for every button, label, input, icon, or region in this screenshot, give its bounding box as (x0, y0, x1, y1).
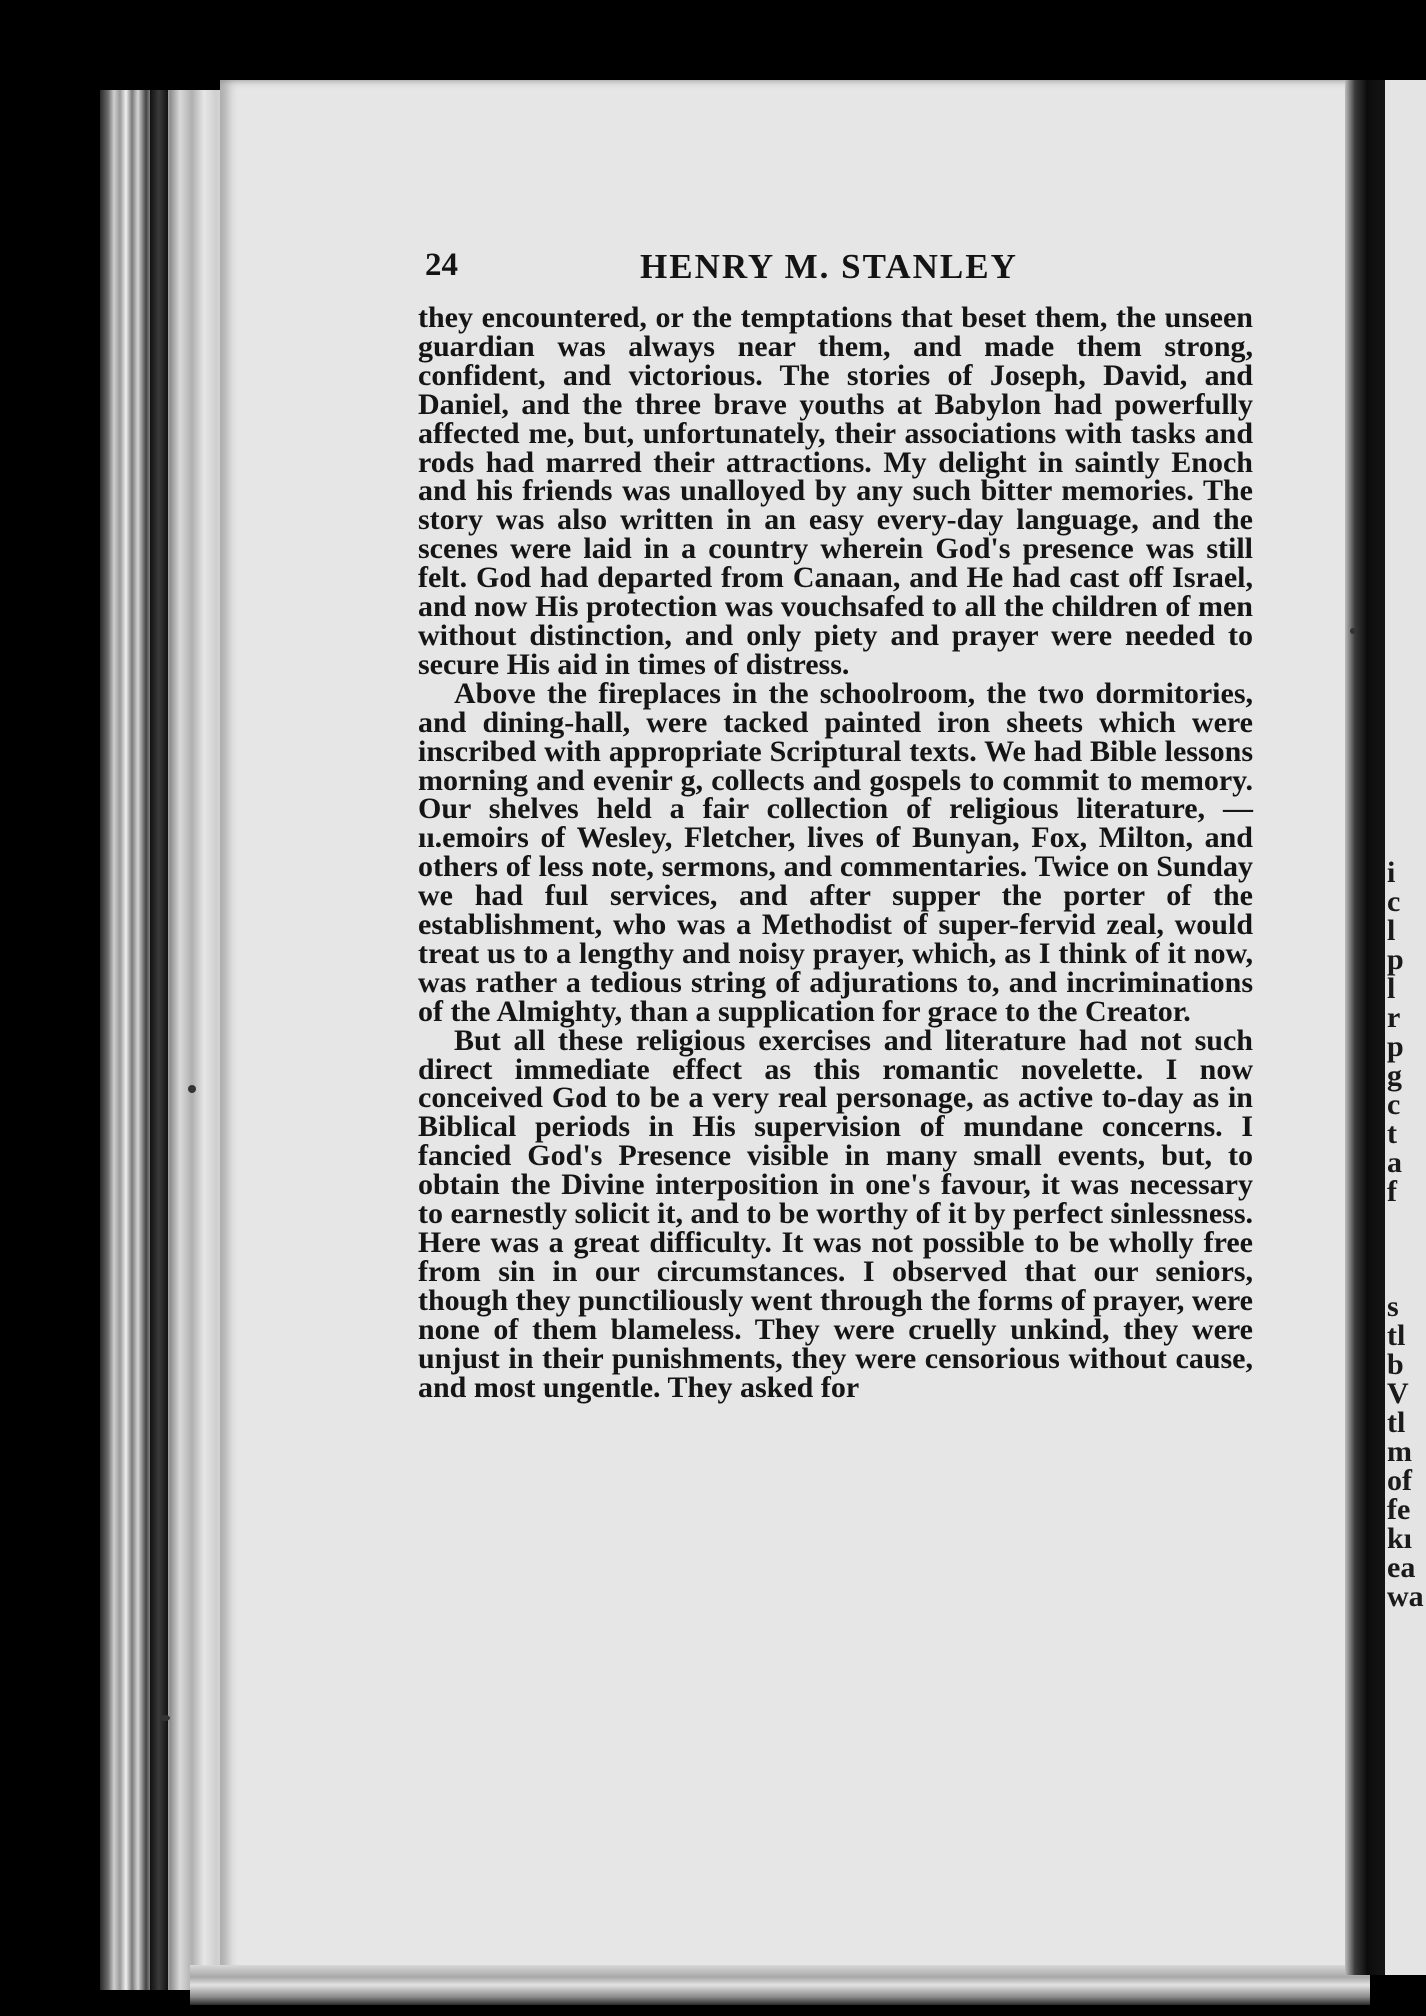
facing-page-fragment: a (1387, 1146, 1402, 1179)
facing-page-fragment: c (1387, 1088, 1401, 1121)
facing-page-fragment: g (1387, 1059, 1402, 1092)
left-binding-shadow (150, 90, 168, 1990)
facing-page-fragment: f (1387, 1175, 1397, 1208)
facing-page-fragment: ea (1387, 1551, 1416, 1584)
scan-speck (160, 1715, 170, 1721)
scan-speck (1350, 628, 1356, 634)
facing-page-fragment: r (1387, 1001, 1401, 1034)
facing-page-fragment: m (1387, 1435, 1412, 1468)
page-bottom-edges (190, 1965, 1370, 2005)
facing-page-sliver (1385, 80, 1426, 1975)
facing-page-fragment: l (1387, 972, 1396, 1005)
running-title: HENRY M. STANLEY (640, 247, 1018, 286)
facing-page-fragment: fe (1387, 1493, 1411, 1526)
paragraph-3: But all these religious exercises and literature had not such direct immediate effect as this romantic novelette. I now conceived God to be a very real personage, as active to-day as in Biblical periods in His supervision of mundane concerns. I fancied God's Presence visible in many small events, but, to obtain the Divine interposition in one's favour, it was necessary to earnestly solicit it, and to be worthy of it by perfect sinlessness. Here was a great difficulty. It was not possible to be wholly free from sin in our circumstances. I observed that our seniors, though they punctiliously went through the forms of prayer, were none of them blameless. They were cruelly unkind, they were unjust in their punishments, they were censorious without cause, and most ungentle. They asked for (418, 1023, 1253, 1404)
paragraph-2: Above the fireplaces in the schoolroom, the two dormitories, and dining-hall, were tacked painted iron sheets which were inscribed with appropriate Scriptural texts. We had Bible lessons morning and evenir g, collects and gospels to commit to memory. Our shelves held a fair collection of religious literature, — ıı.emoirs of Wesley, Fletcher, lives of Bunyan, Fox, Milton, and others of less note, sermons, and commentaries. Twice on Sunday we had fuıl services, and after supper the porter of the establishment, who was a Methodist of super-fervid zeal, would treat us to a lengthy and noisy prayer, which, as I think of it now, was rather a tedious string of adjurations to, and incriminations of the Almighty, than a supplication for grace to the Creator. (418, 676, 1253, 1028)
facing-page-fragment: tl (1387, 1406, 1406, 1439)
facing-page-fragment: tl (1387, 1319, 1406, 1352)
page-body-text (418, 301, 1253, 1404)
facing-page-fragment: wa (1387, 1580, 1424, 1613)
facing-page-fragment: V (1387, 1377, 1409, 1410)
facing-page-fragment: p (1387, 1030, 1404, 1063)
scan-speck (188, 1085, 196, 1093)
facing-page-fragment: b (1387, 1348, 1404, 1381)
page-number: 24 (425, 247, 458, 283)
facing-page-fragment: kı (1387, 1522, 1413, 1555)
facing-page-fragment: c (1387, 885, 1401, 918)
facing-page-fragment: s (1387, 1290, 1399, 1323)
paragraph-1: they encountered, or the temptations that beset them, the unseen guardian was always near them, and made them strong, confident, and victorious. The stories of Joseph, David, and Daniel, and the three brave youths at Babylon had powerfully affected me, but, unfortunately, their associations with tasks and rods had marred their attractions. My delight in saintly Enoch and his friends was unalloyed by any such bitter memories. The story was also written in an easy every-day language, and the scenes were laid in a country wherein God's presence was still felt. God had departed from Canaan, and He had cast off Israel, and now His protection was vouchsafed to all the children of men without distinction, and only piety and prayer were needed to secure His aid in times of distress. (418, 301, 1253, 681)
facing-page-fragment: p (1387, 943, 1404, 976)
facing-page-fragment: l (1387, 914, 1396, 947)
facing-page-fragment: t (1387, 1117, 1397, 1150)
facing-page-fragment: i (1387, 856, 1396, 889)
book-gutter (1345, 80, 1385, 1975)
facing-page-fragment: of (1387, 1464, 1412, 1497)
